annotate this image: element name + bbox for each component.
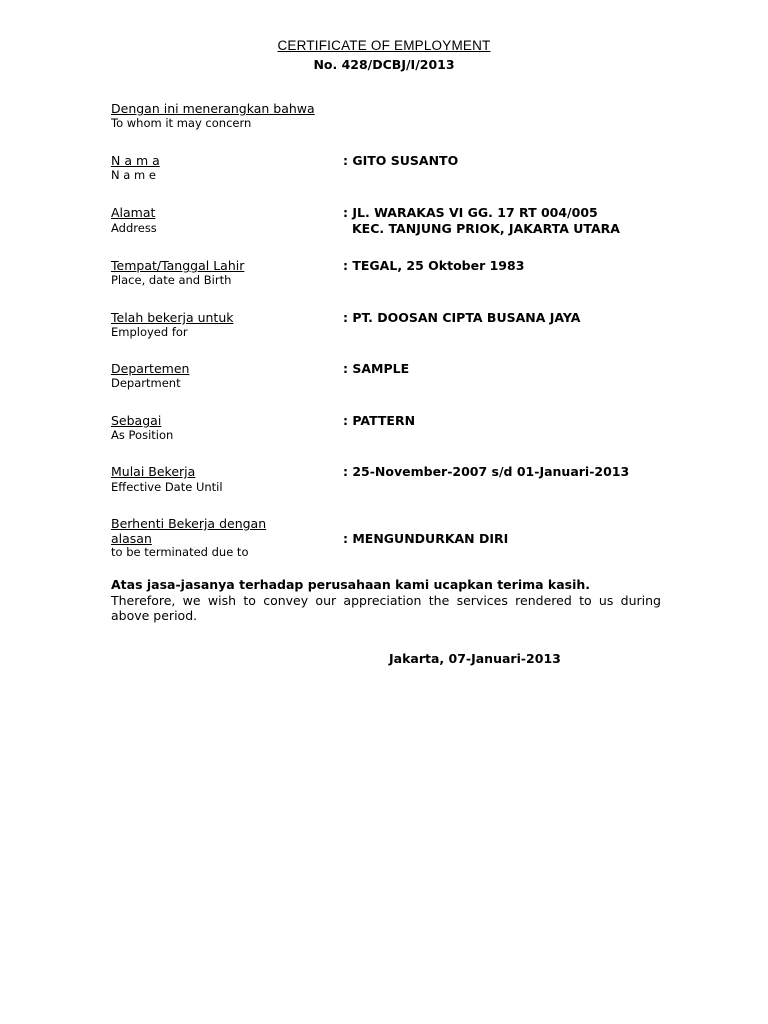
- name-value: : GITO SUSANTO: [343, 153, 459, 168]
- employer-sub: Employed for: [111, 325, 188, 339]
- address-value-line2: KEC. TANJUNG PRIOK, JAKARTA UTARA: [352, 221, 620, 236]
- name-label: N a m a: [111, 153, 160, 168]
- termination-label: Berhenti Bekerja dengan: [111, 516, 267, 531]
- termination-value: : MENGUNDURKAN DIRI: [343, 531, 509, 546]
- signature-place-date: Jakarta, 07-Januari-2013: [389, 651, 561, 666]
- department-sub: Department: [111, 376, 181, 390]
- employer-label: Telah bekerja untuk: [111, 310, 234, 325]
- start-label: Mulai Bekerja: [111, 464, 196, 479]
- termination-sub: to be terminated due to: [111, 545, 249, 559]
- address-sub: Address: [111, 221, 157, 235]
- birth-label: Tempat/Tanggal Lahir: [111, 258, 245, 273]
- intro-label: Dengan ini menerangkan bahwa: [111, 101, 315, 116]
- start-value: : 25-November-2007 s/d 01-Januari-2013: [343, 464, 630, 479]
- department-value: : SAMPLE: [343, 361, 410, 376]
- position-label: Sebagai: [111, 413, 162, 428]
- position-sub: As Position: [111, 428, 174, 442]
- start-sub: Effective Date Until: [111, 480, 223, 494]
- address-value: : JL. WARAKAS VI GG. 17 RT 004/005: [343, 205, 598, 220]
- position-value: : PATTERN: [343, 413, 416, 428]
- closing-bold: Atas jasa-jasanya terhadap perusahaan kami ucapkan terima kasih.: [111, 577, 591, 592]
- document-title: CERTIFICATE OF EMPLOYMENT: [277, 38, 491, 53]
- name-sub: N a m e: [111, 168, 156, 182]
- birth-value: : TEGAL, 25 Oktober 1983: [343, 258, 525, 273]
- employer-value: : PT. DOOSAN CIPTA BUSANA JAYA: [343, 310, 581, 325]
- termination-label-line2: alasan: [111, 531, 152, 546]
- intro-sub: To whom it may concern: [111, 116, 252, 130]
- department-label: Departemen: [111, 361, 190, 376]
- address-label: Alamat: [111, 205, 156, 220]
- closing-text: Therefore, we wish to convey our appreciation the services rendered to us during above period.: [111, 593, 661, 623]
- document-number: No. 428/DCBJ/I/2013: [313, 57, 455, 72]
- birth-sub: Place, date and Birth: [111, 273, 232, 287]
